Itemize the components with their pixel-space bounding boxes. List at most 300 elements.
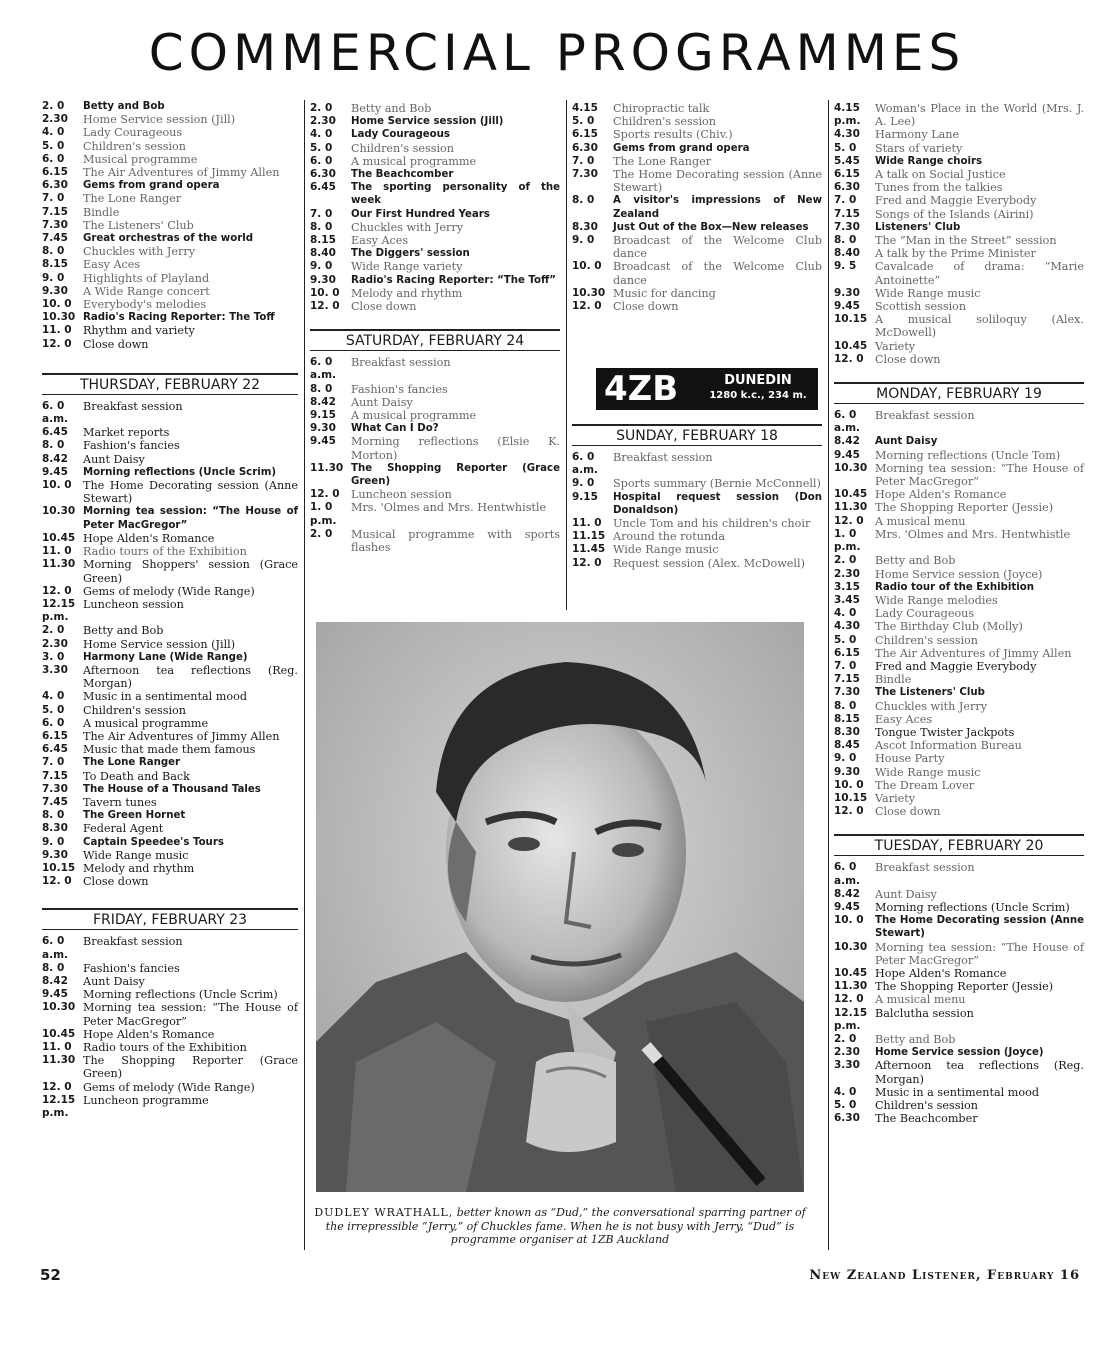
programme-entry bbox=[834, 1112, 1084, 1125]
programme-entry bbox=[834, 620, 1084, 633]
programme-entry bbox=[572, 287, 822, 300]
programme-entry bbox=[834, 901, 1084, 914]
programme-time: 3.15 bbox=[834, 580, 860, 593]
day-heading-monday: MONDAY, FEBRUARY 19 bbox=[834, 382, 1084, 404]
programme-time: 8.15 bbox=[834, 712, 860, 725]
programme-time: 8. 0 bbox=[310, 220, 333, 233]
programme-title: Home Service session (Joyce) bbox=[875, 1047, 1044, 1059]
programme-entry bbox=[42, 1094, 298, 1120]
programme-entry bbox=[42, 100, 298, 113]
programme-title: The Diggers' session bbox=[351, 248, 470, 260]
programme-title: Our First Hundred Years bbox=[351, 208, 490, 220]
programme-title: Radio tour of the Exhibition bbox=[875, 581, 1034, 593]
programme-title: Broadcast of the Welcome Club dance bbox=[613, 260, 822, 287]
programme-entry bbox=[834, 1086, 1084, 1099]
caption-text: better known as “Dud,” the conversational sparring partner of the irrepressible “Jerry,” of Chuckles fame. When he is not busy with Jerry, “Dud” is programme organiser at 1ZB Auckland bbox=[325, 1206, 806, 1246]
programme-entry bbox=[42, 875, 298, 888]
programme-entry bbox=[572, 300, 822, 313]
programme-time: 6. 0 a.m. bbox=[834, 409, 861, 435]
programme-entry bbox=[42, 717, 298, 730]
programme-title: Gems from grand opera bbox=[613, 142, 750, 154]
programme-title: A talk on Social Justice bbox=[875, 168, 1006, 182]
programme-time: 4. 0 bbox=[834, 1085, 857, 1098]
programme-title: Easy Aces bbox=[351, 234, 409, 248]
programme-title: Fashion's fancies bbox=[83, 961, 180, 975]
programme-entry bbox=[834, 1007, 1084, 1033]
programme-entry bbox=[834, 594, 1084, 607]
column-3 bbox=[572, 102, 822, 313]
programme-entry bbox=[310, 356, 560, 382]
programme-entry bbox=[572, 142, 822, 155]
programme-title: Luncheon programme bbox=[83, 1093, 209, 1107]
programme-title: The Shopping Reporter (Jessie) bbox=[875, 501, 1054, 515]
programme-entry bbox=[572, 128, 822, 141]
programme-title: Variety bbox=[875, 791, 916, 805]
programme-time: 10. 0 bbox=[572, 260, 602, 273]
programme-time: 8.42 bbox=[42, 974, 68, 987]
programme-title: Home Service session (Joyce) bbox=[875, 567, 1043, 581]
programme-entry bbox=[310, 396, 560, 409]
programme-title: The Listeners' Club bbox=[83, 218, 194, 232]
programme-entry bbox=[834, 581, 1084, 594]
programme-title: Broadcast of the Welcome Club dance bbox=[613, 234, 822, 261]
programme-entry bbox=[42, 988, 298, 1001]
programme-entry bbox=[42, 126, 298, 139]
programme-title: Request session (Alex. McDowell) bbox=[613, 556, 805, 570]
programme-time: 8. 0 bbox=[42, 961, 65, 974]
programme-time: 2. 0 bbox=[42, 100, 65, 112]
programme-entry bbox=[42, 1054, 298, 1080]
programme-title: Around the rotunda bbox=[613, 530, 725, 544]
programme-title: Scottish session bbox=[875, 300, 967, 314]
programme-entry bbox=[834, 128, 1084, 141]
programme-time: 9.30 bbox=[42, 284, 68, 297]
programme-time: 6. 0 a.m. bbox=[42, 935, 69, 961]
programme-time: 9.15 bbox=[572, 490, 598, 503]
programme-time: 6. 0 a.m. bbox=[42, 399, 69, 426]
programme-entry bbox=[310, 234, 560, 247]
programme-title: Musical programme bbox=[83, 152, 198, 166]
programme-time: 11.30 bbox=[42, 558, 76, 571]
programme-time: 4.15 p.m. bbox=[834, 102, 861, 128]
programme-entry bbox=[42, 153, 298, 166]
programme-time: 6. 0 a.m. bbox=[310, 356, 337, 382]
programme-entry bbox=[834, 607, 1084, 620]
programme-time: 5. 0 bbox=[42, 703, 65, 716]
programme-time: 8. 0 bbox=[310, 382, 333, 395]
programme-title: Aunt Daisy bbox=[83, 452, 145, 466]
programme-time: 6.45 bbox=[310, 181, 336, 194]
programme-title: A visitor's impressions of New Zealand bbox=[613, 195, 822, 220]
programme-title: Breakfast session bbox=[83, 399, 183, 413]
programme-time: 4. 0 bbox=[42, 690, 65, 703]
programme-time: 11.30 bbox=[834, 501, 868, 514]
programme-title: Wide Range variety bbox=[351, 260, 463, 274]
programme-entry bbox=[572, 234, 822, 260]
programme-time: 6.30 bbox=[42, 179, 68, 192]
programme-title: Breakfast session bbox=[613, 451, 713, 464]
programme-title: Songs of the Islands (Airini) bbox=[875, 207, 1034, 221]
programme-time: 12. 0 bbox=[572, 556, 602, 569]
programme-entry bbox=[42, 585, 298, 598]
programme-entry bbox=[834, 647, 1084, 660]
programme-title: The Green Hornet bbox=[83, 810, 186, 822]
programme-title: Wide Range music bbox=[613, 543, 719, 557]
programme-title: Lady Courageous bbox=[351, 129, 450, 141]
programme-title: Fashion's fancies bbox=[351, 382, 448, 396]
programme-title: Betty and Bob bbox=[83, 624, 164, 638]
programme-title: Radio tours of the Exhibition bbox=[83, 1041, 247, 1054]
programme-time: 6.30 bbox=[310, 168, 336, 181]
programme-time: 6.45 bbox=[42, 426, 68, 439]
programme-entry bbox=[834, 300, 1084, 313]
programme-entry bbox=[42, 962, 298, 975]
programme-time: 8.30 bbox=[834, 725, 860, 738]
programme-time: 5. 0 bbox=[834, 141, 857, 154]
programme-time: 12. 0 bbox=[310, 300, 340, 313]
programme-entry bbox=[834, 501, 1084, 514]
programme-title: A Wide Range concert bbox=[83, 284, 210, 298]
programme-entry bbox=[834, 713, 1084, 726]
page-title: COMMERCIAL PROGRAMMES bbox=[148, 24, 966, 82]
programme-entry bbox=[834, 340, 1084, 353]
programme-title: The Home Decorating session (Anne Stewart) bbox=[613, 168, 822, 195]
programme-time: 8.40 bbox=[310, 247, 336, 260]
programme-entry bbox=[42, 849, 298, 862]
programme-time: 11.45 bbox=[572, 543, 606, 556]
programme-time: 6.30 bbox=[834, 181, 860, 194]
programme-time: 12. 0 bbox=[834, 352, 864, 365]
programme-entry bbox=[834, 208, 1084, 221]
programme-entry bbox=[572, 260, 822, 286]
programme-time: 9.30 bbox=[310, 422, 336, 435]
programme-entry bbox=[572, 102, 822, 115]
programme-title: A musical programme bbox=[83, 716, 209, 730]
programme-time: 4.30 bbox=[834, 620, 860, 633]
programme-title: The Home Decorating session (Anne Stewart) bbox=[83, 479, 298, 506]
programme-title: Hope Alden's Romance bbox=[875, 966, 1007, 980]
programme-entry bbox=[310, 142, 560, 155]
programme-time: 10. 0 bbox=[42, 479, 72, 492]
programme-entry bbox=[42, 935, 298, 961]
friday-schedule bbox=[42, 935, 298, 1120]
programme-time: 7.15 bbox=[42, 769, 68, 782]
programme-entry bbox=[42, 975, 298, 988]
programme-time: 12.15 p.m. bbox=[834, 1006, 868, 1032]
programme-title: Aunt Daisy bbox=[875, 436, 938, 448]
programme-entry bbox=[834, 181, 1084, 194]
programme-title: Aunt Daisy bbox=[83, 974, 145, 988]
programme-entry bbox=[42, 140, 298, 153]
programme-time: 11.30 bbox=[42, 1054, 76, 1067]
programme-time: 7. 0 bbox=[834, 659, 857, 672]
programme-title: Chiropractic talk bbox=[613, 102, 710, 115]
programme-entry bbox=[834, 234, 1084, 247]
programme-entry bbox=[834, 752, 1084, 765]
programme-time: 6. 0 a.m. bbox=[834, 861, 861, 887]
programme-entry bbox=[42, 532, 298, 545]
programme-entry bbox=[572, 451, 822, 477]
programme-title: Sports summary (Bernie McConnell) bbox=[613, 477, 821, 491]
programme-entry bbox=[42, 822, 298, 835]
programme-time: 10. 0 bbox=[310, 286, 340, 299]
programme-time: 5. 0 bbox=[572, 115, 595, 128]
programme-entry bbox=[310, 274, 560, 287]
programme-entry bbox=[42, 690, 298, 703]
programme-entry bbox=[42, 862, 298, 875]
programme-time: 8. 0 bbox=[42, 439, 65, 452]
programme-entry bbox=[42, 756, 298, 769]
programme-title: Rhythm and variety bbox=[83, 324, 195, 338]
programme-time: 6.45 bbox=[42, 743, 68, 756]
programme-title: Bindle bbox=[83, 205, 120, 219]
programme-time: 4. 0 bbox=[42, 126, 65, 139]
programme-entry bbox=[42, 232, 298, 245]
station-frequency: 1280 k.c., 234 m. bbox=[709, 390, 807, 401]
programme-time: 10.15 bbox=[834, 791, 868, 804]
programme-entry bbox=[42, 311, 298, 324]
programme-title: Home Service session (Jill) bbox=[83, 113, 236, 127]
programme-title: The House of a Thousand Tales bbox=[83, 783, 261, 795]
programme-entry bbox=[834, 914, 1084, 940]
programme-title: Hospital request session (Don Donaldson) bbox=[613, 491, 822, 516]
programme-time: 2.30 bbox=[310, 115, 336, 128]
programme-entry bbox=[834, 739, 1084, 752]
programme-title: Hope Alden's Romance bbox=[875, 488, 1007, 502]
monday-schedule bbox=[834, 409, 1084, 818]
programme-entry bbox=[42, 245, 298, 258]
programme-title: Hope Alden's Romance bbox=[83, 531, 215, 545]
programme-title: The Home Decorating session (Anne Stewart) bbox=[875, 915, 1084, 940]
programme-time: 9.15 bbox=[310, 409, 336, 422]
programme-entry bbox=[572, 543, 822, 556]
programme-title: Morning tea session: “The House of Peter MacGregor” bbox=[83, 506, 298, 531]
programme-title: The “Man in the Street” session bbox=[875, 234, 1057, 248]
programme-time: 7.45 bbox=[42, 232, 68, 245]
programme-time: 8. 0 bbox=[42, 245, 65, 258]
day-heading-thursday: THURSDAY, FEBRUARY 22 bbox=[42, 373, 298, 395]
programme-entry bbox=[42, 809, 298, 822]
programme-time: 2.30 bbox=[834, 1046, 860, 1059]
programme-title: Morning reflections (Uncle Tom) bbox=[875, 448, 1061, 462]
programme-time: 8. 0 bbox=[834, 234, 857, 247]
programme-title: Children's session bbox=[875, 1099, 978, 1113]
programme-entry bbox=[834, 260, 1084, 286]
programme-time: 8. 0 bbox=[42, 809, 65, 822]
programme-time: 10.30 bbox=[42, 311, 76, 324]
programme-time: 8.42 bbox=[834, 435, 860, 448]
programme-entry bbox=[572, 221, 822, 234]
tuesday-schedule bbox=[834, 861, 1084, 1125]
programme-time: 4. 0 bbox=[834, 607, 857, 620]
programme-title: Betty and Bob bbox=[875, 1033, 956, 1046]
programme-title: Radio's Racing Reporter: The Toff bbox=[83, 312, 275, 324]
programme-entry bbox=[42, 324, 298, 337]
column-1 bbox=[42, 100, 298, 1120]
programme-title: Fred and Maggie Everybody bbox=[875, 659, 1037, 673]
portrait-illustration bbox=[316, 622, 804, 1192]
programme-entry bbox=[42, 426, 298, 439]
programme-entry bbox=[310, 221, 560, 234]
programme-time: 6.15 bbox=[834, 168, 860, 181]
programme-time: 12. 0 bbox=[42, 875, 72, 888]
programme-title: Wide Range choirs bbox=[875, 155, 983, 167]
programme-title: Everybody's melodies bbox=[83, 298, 207, 312]
programme-entry bbox=[42, 1028, 298, 1041]
programme-time: 2. 0 bbox=[834, 554, 857, 567]
programme-entry bbox=[42, 743, 298, 756]
programme-entry bbox=[310, 528, 560, 554]
programme-entry bbox=[834, 142, 1084, 155]
programme-time: 8.30 bbox=[42, 822, 68, 835]
programme-time: 6. 0 a.m. bbox=[572, 451, 599, 477]
programme-title: Radio's Racing Reporter: “The Toff” bbox=[351, 274, 556, 286]
programme-time: 4.30 bbox=[834, 128, 860, 141]
programme-title: Fred and Maggie Everybody bbox=[875, 194, 1037, 208]
programme-entry bbox=[834, 435, 1084, 448]
saturday-schedule bbox=[310, 356, 560, 554]
programme-title: Uncle Tom and his children's choir bbox=[613, 517, 811, 531]
programme-time: 7. 0 bbox=[42, 192, 65, 205]
programme-title: Tunes from the talkies bbox=[875, 181, 1003, 195]
programme-entry bbox=[42, 113, 298, 126]
programme-entry bbox=[310, 435, 560, 461]
programme-title: Morning tea session: “The House of Peter MacGregor” bbox=[875, 940, 1084, 967]
programme-time: 10.30 bbox=[572, 286, 606, 299]
programme-title: Easy Aces bbox=[875, 712, 933, 726]
programme-time: 8. 0 bbox=[834, 699, 857, 712]
programme-title: Morning reflections (Uncle Scrim) bbox=[83, 988, 278, 1002]
day-heading-tuesday: TUESDAY, FEBRUARY 20 bbox=[834, 834, 1084, 856]
programme-title: Fashion's fancies bbox=[83, 439, 180, 453]
programme-title: Great orchestras of the world bbox=[83, 233, 254, 245]
programme-title: Chuckles with Jerry bbox=[875, 699, 988, 713]
programme-time: 7.30 bbox=[42, 782, 68, 795]
programme-time: 7.45 bbox=[42, 795, 68, 808]
programme-entry bbox=[310, 287, 560, 300]
programme-time: 10.45 bbox=[42, 1027, 76, 1040]
programme-entry bbox=[572, 194, 822, 220]
magazine-footer: New Zealand Listener, February 16 bbox=[809, 1268, 1080, 1283]
programme-title: Mrs. 'Olmes and Mrs. Hentwhistle bbox=[351, 501, 547, 515]
programme-time: 3. 0 bbox=[42, 650, 65, 663]
programme-entry bbox=[834, 155, 1084, 168]
programme-time: 12. 0 bbox=[42, 584, 72, 597]
programme-entry bbox=[834, 515, 1084, 528]
programme-time: 7.30 bbox=[42, 218, 68, 231]
programme-time: 2. 0 bbox=[42, 624, 65, 637]
programme-entry bbox=[42, 479, 298, 505]
programme-time: 8.15 bbox=[310, 234, 336, 247]
programme-entry bbox=[42, 466, 298, 479]
programme-time: 10.30 bbox=[834, 940, 868, 953]
programme-title: The Shopping Reporter (Grace Green) bbox=[83, 1054, 298, 1081]
programme-title: Lady Courageous bbox=[875, 607, 975, 621]
programme-entry bbox=[310, 168, 560, 181]
programme-title: Lady Courageous bbox=[83, 126, 183, 140]
programme-title: Highlights of Playland bbox=[83, 271, 210, 285]
programme-time: 5. 0 bbox=[42, 139, 65, 152]
programme-entry bbox=[834, 168, 1084, 181]
programme-entry bbox=[310, 501, 560, 527]
programme-title: Wide Range melodies bbox=[875, 593, 998, 607]
programme-title: Aunt Daisy bbox=[351, 395, 413, 409]
programme-time: 6.15 bbox=[572, 128, 598, 141]
programme-title: Hope Alden's Romance bbox=[83, 1027, 215, 1041]
programme-time: 4.15 bbox=[572, 102, 598, 114]
programme-title: Morning reflections (Elsie K. Morton) bbox=[351, 435, 560, 462]
programme-entry bbox=[834, 554, 1084, 567]
programme-time: 7. 0 bbox=[834, 194, 857, 207]
programme-time: 7. 0 bbox=[310, 207, 333, 220]
day-heading-sunday: SUNDAY, FEBRUARY 18 bbox=[572, 424, 822, 446]
programme-entry bbox=[834, 967, 1084, 980]
programme-time: 8.40 bbox=[834, 247, 860, 260]
programme-title: To Death and Back bbox=[83, 769, 190, 783]
programme-entry bbox=[310, 300, 560, 313]
programme-entry bbox=[310, 155, 560, 168]
programme-time: 7.15 bbox=[834, 207, 860, 220]
programme-title: Close down bbox=[875, 352, 941, 366]
programme-time: 9. 0 bbox=[834, 752, 857, 765]
programme-time: 9. 0 bbox=[572, 234, 595, 247]
programme-time: 6.30 bbox=[834, 1112, 860, 1125]
programme-entry bbox=[834, 247, 1084, 260]
programme-time: 10.30 bbox=[42, 1001, 76, 1014]
programme-title: Morning tea session: “The House of Peter MacGregor” bbox=[875, 461, 1084, 489]
programme-title: Chuckles with Jerry bbox=[83, 245, 196, 259]
programme-title: Children's session bbox=[351, 141, 454, 155]
programme-time: 10. 0 bbox=[834, 914, 864, 927]
programme-time: 9.45 bbox=[834, 448, 860, 461]
programme-time: 12. 0 bbox=[834, 805, 864, 818]
programme-entry bbox=[42, 796, 298, 809]
programme-time: 3.45 bbox=[834, 593, 860, 606]
programme-entry bbox=[310, 115, 560, 128]
programme-title: Radio tours of the Exhibition bbox=[83, 545, 247, 559]
programme-entry bbox=[572, 477, 822, 490]
programme-title: Cavalcade of drama: “Marie Antoinette” bbox=[875, 260, 1084, 287]
programme-time: 10.15 bbox=[834, 313, 868, 326]
schedule-continued-list bbox=[572, 102, 822, 313]
programme-title: Children's session bbox=[613, 115, 716, 129]
programme-time: 12.15 p.m. bbox=[42, 1093, 76, 1120]
programme-entry bbox=[310, 422, 560, 435]
programme-title: Captain Speedee's Tours bbox=[83, 836, 224, 848]
programme-title: Wide Range music bbox=[83, 848, 189, 862]
programme-title: Aunt Daisy bbox=[875, 887, 937, 901]
programme-time: 6.15 bbox=[42, 729, 68, 742]
programme-time: 9. 0 bbox=[310, 260, 333, 273]
programme-time: 2.30 bbox=[834, 567, 860, 580]
programme-time: 12. 0 bbox=[42, 1080, 72, 1093]
programme-entry bbox=[834, 766, 1084, 779]
programme-time: 9.45 bbox=[42, 465, 68, 478]
programme-title: Chuckles with Jerry bbox=[351, 220, 464, 234]
programme-entry bbox=[310, 488, 560, 501]
programme-time: 11.30 bbox=[310, 461, 344, 474]
programme-title: Bindle bbox=[875, 673, 912, 687]
programme-entry bbox=[834, 993, 1084, 1006]
programme-entry bbox=[572, 557, 822, 570]
page-number: 52 bbox=[40, 1266, 61, 1284]
programme-time: 9. 5 bbox=[834, 260, 857, 273]
programme-entry bbox=[310, 102, 560, 115]
programme-time: 12.15 p.m. bbox=[42, 597, 76, 624]
programme-time: 5. 0 bbox=[834, 633, 857, 646]
programme-title: A musical menu bbox=[875, 514, 966, 528]
programme-entry bbox=[42, 505, 298, 531]
